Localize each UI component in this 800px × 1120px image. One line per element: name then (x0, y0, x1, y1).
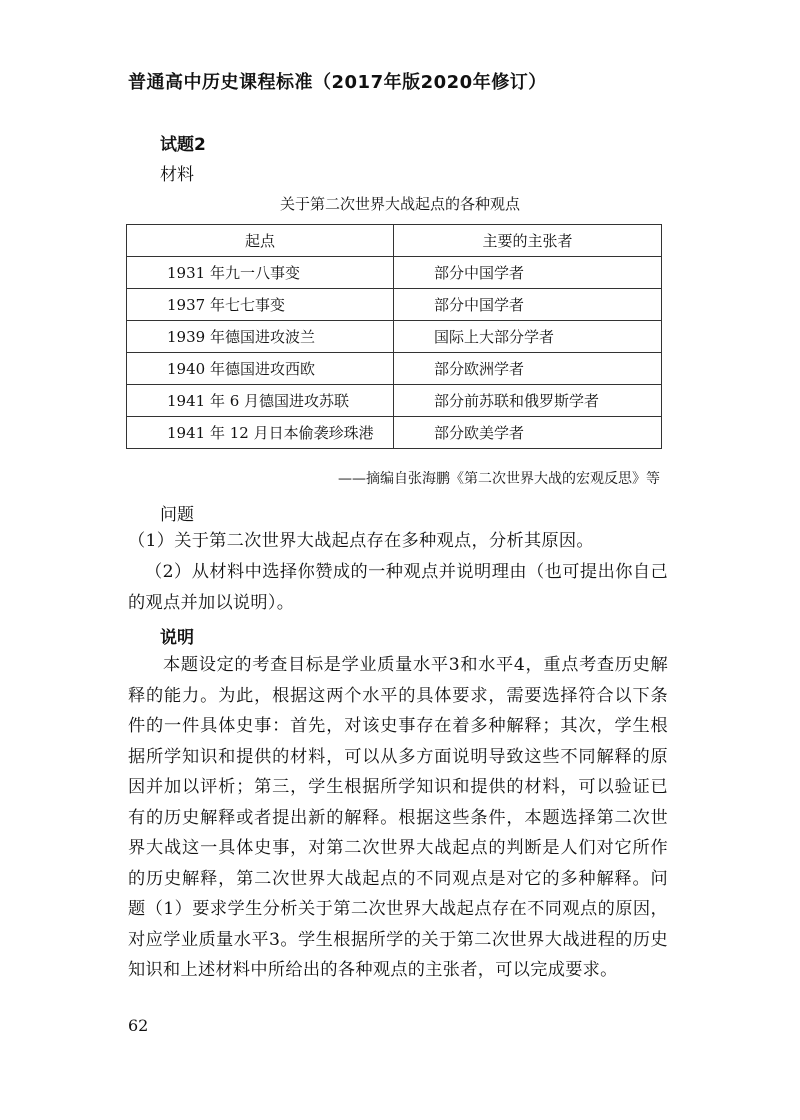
material-label: 材料 (160, 165, 194, 185)
explanation-label: 说明 (160, 628, 194, 648)
cell-start: 1937 年七七事变 (127, 289, 394, 321)
cell-start: 1931 年九一八事变 (127, 257, 394, 289)
cell-start: 1939 年德国进攻波兰 (127, 321, 394, 353)
table-header-row (127, 225, 662, 257)
table-row (127, 353, 662, 385)
column-header-proponents: 主要的主张者 (394, 225, 662, 257)
running-header: 普通高中历史课程标准（2017年版2020年修订） (128, 72, 547, 93)
table-row (127, 321, 662, 353)
cell-start: 1940 年德国进攻西欧 (127, 353, 394, 385)
cell-proponents: 部分中国学者 (394, 257, 662, 289)
question-title: 试题2 (160, 135, 206, 155)
table-title: 关于第二次世界大战起点的各种观点 (279, 195, 520, 213)
questions-label: 问题 (160, 505, 194, 525)
cell-proponents: 部分欧洲学者 (394, 353, 662, 385)
table-source-citation: ——摘编自张海鹏《第二次世界大战的宏观反思》等 (338, 471, 660, 487)
cell-proponents: 国际上大部分学者 (394, 321, 662, 353)
table-row (127, 417, 662, 449)
question-1: （1）关于第二次世界大战起点存在多种观点，分析其原因。 (128, 531, 594, 551)
table-row (127, 385, 662, 417)
column-header-start: 起点 (127, 225, 394, 257)
cell-start: 1941 年 12 月日本偷袭珍珠港 (127, 417, 394, 449)
explanation-paragraph: 本题设定的考查目标是学业质量水平3和水平4，重点考查历史解释的能力。为此，根据这两个水平的具体要求，需要选择符合以下条件的一件具体史事：首先，对该史事存在着多种解释；其次，学生根据所学知识和提供的材料，可以从多方面说明导致这些不同解释的原因并加以评析；第三，学生根据所学知识和提供的材料，可以验证已有的历史解释或者提出新的解释。根据这些条件，本题选择第二次世界大战这一具体史事，对第二次世界大战起点的判断是人们对它所作的历史解释，第二次世界大战起点的不同观点是对它的多种解释。问题（1）要求学生分析关于第二次世界大战起点存在不同观点的原因，对应学业质量水平3。学生根据所学的关于第二次世界大战进程的历史知识和上述材料中所给出的各种观点的主张者，可以完成要求。 (128, 655, 668, 980)
viewpoints-table (126, 224, 662, 449)
table-row (127, 257, 662, 289)
question-2: （2）从材料中选择你赞成的一种观点并说明理由（也可提出你自己的观点并加以说明）。 (128, 562, 668, 613)
cell-start: 1941 年 6 月德国进攻苏联 (127, 385, 394, 417)
page-number: 62 (128, 1016, 149, 1035)
cell-proponents: 部分中国学者 (394, 289, 662, 321)
cell-proponents: 部分欧美学者 (394, 417, 662, 449)
table-row (127, 289, 662, 321)
cell-proponents: 部分前苏联和俄罗斯学者 (394, 385, 662, 417)
